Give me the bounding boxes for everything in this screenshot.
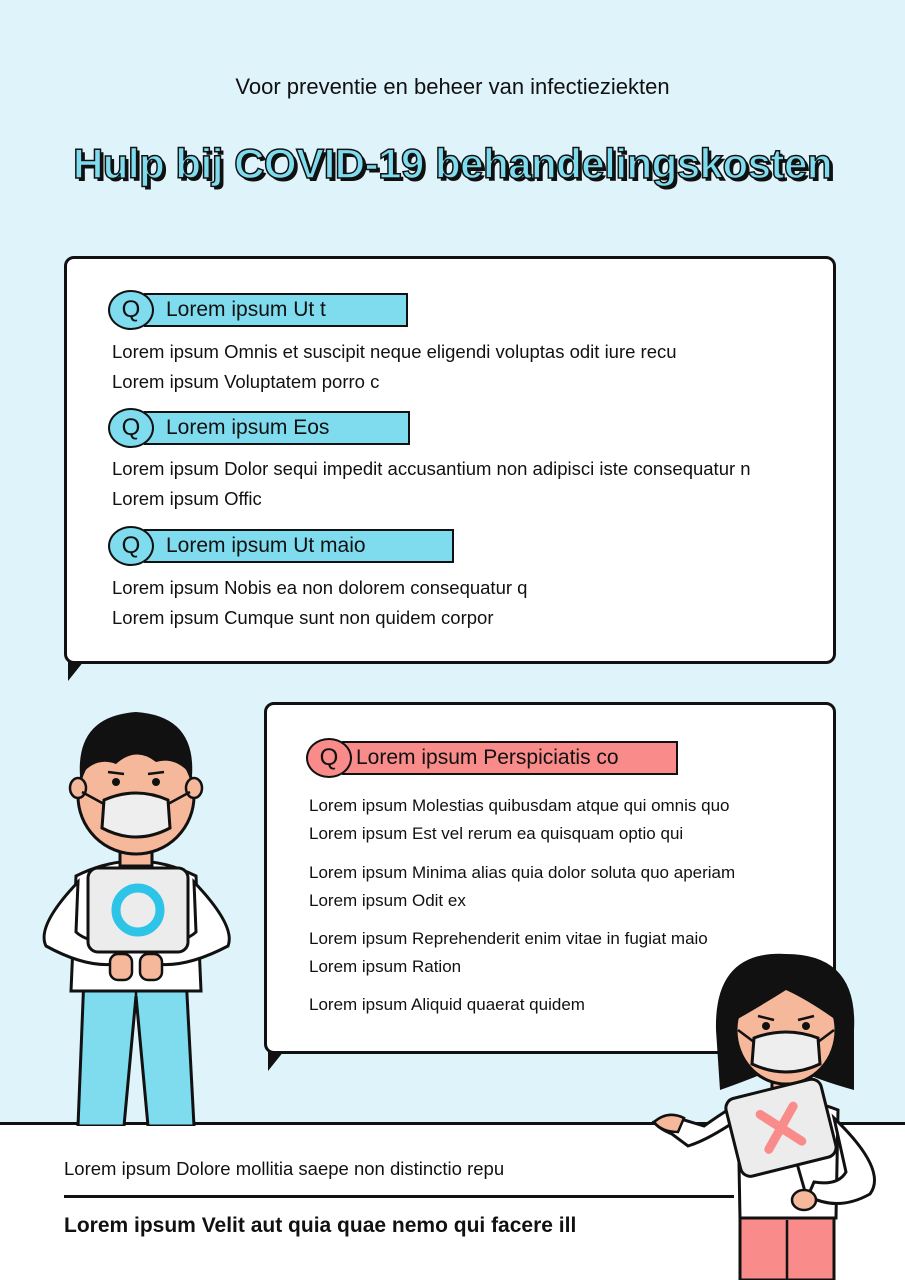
footer-divider [64, 1195, 734, 1198]
q-badge: Q [306, 738, 352, 778]
faq-question-3 [108, 528, 454, 564]
info-line: Lorem ipsum Aliquid quaerat quidem [309, 995, 585, 1014]
woman-illustration [648, 950, 888, 1280]
faq-answer-3 [112, 573, 527, 633]
answer-line: Lorem ipsum Offic [112, 488, 262, 509]
info-item-4 [309, 991, 585, 1019]
faq-question-1 [108, 292, 408, 328]
faq-question-label: Lorem ipsum Eos [144, 411, 410, 445]
info-item-1 [309, 792, 730, 848]
q-badge: Q [108, 408, 154, 448]
q-badge: Q [108, 526, 154, 566]
answer-line: Lorem ipsum Dolor sequi impedit accusantium non adipisci iste consequatur n [112, 458, 751, 479]
answer-line: Lorem ipsum Voluptatem porro c [112, 371, 380, 392]
info-question-label: Lorem ipsum Perspiciatis co [342, 741, 678, 775]
man-illustration [36, 706, 246, 1126]
info-line: Lorem ipsum Reprehenderit enim vitae in fugiat maio [309, 929, 708, 948]
answer-line: Lorem ipsum Nobis ea non dolorem consequatur q [112, 577, 528, 598]
q-badge: Q [108, 290, 154, 330]
answer-line: Lorem ipsum Cumque sunt non quidem corpor [112, 607, 494, 628]
info-line: Lorem ipsum Ration [309, 957, 462, 976]
faq-answer-2 [112, 454, 751, 514]
answer-line: Lorem ipsum Omnis et suscipit neque eligendi voluptas odit iure recu [112, 341, 677, 362]
info-line: Lorem ipsum Est vel rerum ea quisquam optio qui [309, 824, 684, 843]
faq-answer-1 [112, 337, 677, 397]
info-question [306, 740, 678, 776]
footer-headline: Lorem ipsum Velit aut quia quae nemo qui facere ill [64, 1214, 577, 1237]
faq-question-label: Lorem ipsum Ut t [144, 293, 408, 327]
footer-text: Lorem ipsum Dolore mollitia saepe non distinctio repu [64, 1158, 505, 1179]
info-line: Lorem ipsum Minima alias quia dolor soluta quo aperiam [309, 863, 736, 882]
page-subtitle: Voor preventie en beheer van infectieziekten [235, 74, 670, 99]
faq-question-label: Lorem ipsum Ut maio [144, 529, 454, 563]
speech-tail [268, 1051, 284, 1071]
faq-question-2 [108, 410, 410, 446]
info-line: Lorem ipsum Odit ex [309, 891, 466, 910]
page-title: Hulp bij COVID-19 behandelingskosten [72, 140, 833, 187]
speech-tail [68, 661, 84, 681]
info-line: Lorem ipsum Molestias quibusdam atque qui omnis quo [309, 796, 730, 815]
info-item-2 [309, 859, 735, 915]
